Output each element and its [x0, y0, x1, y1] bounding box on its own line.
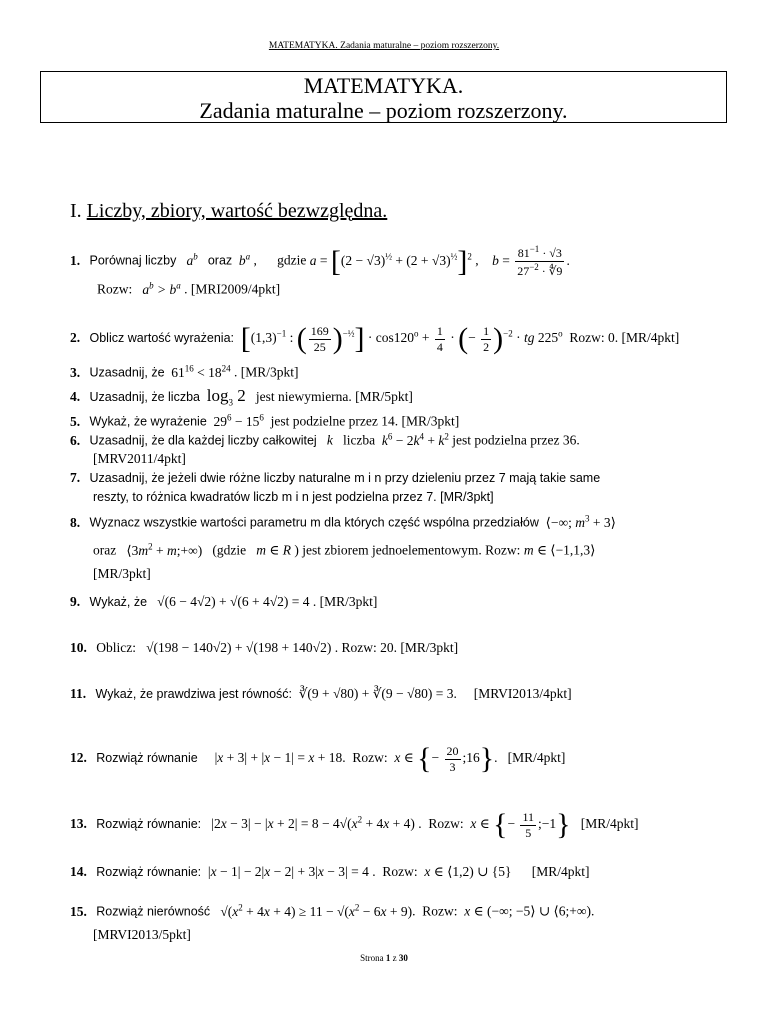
math: $k^6 - 2k^4 + k^2$	[381, 431, 449, 448]
answer-label: Rozw:	[97, 281, 133, 297]
math-answer: m ∈ ⟨−1,1,3⟩	[523, 542, 596, 558]
task-text: Wyznacz wszystkie wartości parametru m dla których część wspólna przedziałów	[89, 515, 539, 530]
math: $a^b$	[186, 251, 198, 268]
math: k	[326, 432, 333, 448]
task-15: 15. Rozwiąż nierówność $√(x^2 + 4x + 4) \ge 11 - √(x^2 - 6x + 9)$. Rozw: x ∈ (−∞; −5⟩ ∪ ⟨6;+∞).	[70, 902, 595, 919]
math: |x − 1| − 2|x − 2| + 3|x − 3| = 4	[207, 864, 369, 879]
task-number: 2.	[70, 330, 81, 346]
task-tag: . [MR/3pkt]	[312, 594, 378, 609]
task-6	[70, 431, 580, 449]
task-number: 1.	[70, 252, 81, 268]
task-text: Uzasadnij, że liczba	[89, 390, 200, 404]
task-number: 12.	[70, 750, 87, 766]
task-6-line2: [MRV2011/4pkt]	[93, 451, 186, 466]
answer-label: Rozw:	[382, 864, 418, 879]
task-text-mid: oraz	[207, 253, 233, 268]
task-text: oraz	[93, 542, 117, 558]
task-1: 1. Porównaj liczby $a^b$ oraz $b^a$ , gdzie $a = [(2 - √3)^{\frac{1}{2}} + (2 + √3)^{\frac{1}{2}}]^2$ , b = $\frac{81^{-1} \cdot √3}{27^{-2} \cdot ∜9}$ .	[70, 244, 570, 278]
task-number: 14.	[70, 864, 87, 879]
answer: Rozw: 0. [MR/4pkt]	[569, 330, 680, 346]
task-1-answer	[97, 280, 280, 298]
task-text: Porównaj liczby	[89, 253, 177, 268]
task-8-line2	[93, 541, 595, 559]
task-number: 15.	[70, 903, 87, 919]
task-13: 13. Rozwiąż równanie: $|2x - 3| - |x + 2| = 8 - 4√(x^2 + 4x + 4)$ . Rozw: x ∈ {− $\frac{11}{5}$ ;−1} [MR/4pkt]	[70, 808, 639, 841]
footer-prefix: Strona	[360, 953, 384, 963]
task-text: Uzasadnij, że jeżeli dwie różne liczby naturalne m i n przy dzieleniu przez 7 mają takie same	[89, 471, 601, 485]
task-text-where: gdzie	[277, 252, 307, 268]
math-answer: x ∈ {− $\frac{20}{3}$ ;16}.	[394, 742, 498, 775]
task-number: 7.	[70, 470, 81, 485]
task-number: 5.	[70, 413, 81, 429]
math: m ∈ R	[256, 542, 291, 558]
math-answer: x ∈ (−∞; −5⟩ ∪ ⟨6;+∞).	[464, 903, 595, 919]
task-number: 4.	[70, 389, 81, 404]
page-footer	[0, 953, 768, 963]
math: $61^{16} < 18^{24}$	[171, 363, 231, 380]
math: |x + 3| + |x − 1| = x + 18.	[214, 750, 346, 766]
answer-label: Rozw:	[422, 903, 458, 919]
task-7-line2: reszty, to różnica kwadratów liczb m i n jest podzielna przez 7. [MR/3pkt]	[93, 490, 494, 504]
task-3	[70, 363, 299, 381]
task-tag: [MR/4pkt]	[580, 816, 639, 832]
math-formula-a: $a = [(2 - √3)^{\frac{1}{2}} + (2 + √3)^{\frac{1}{2}}]^2$	[309, 244, 472, 278]
task-text: Rozwiąż równanie:	[96, 817, 202, 832]
task-text: Rozwiąż równanie	[96, 751, 198, 766]
task-text: Rozwiąż równanie:	[96, 865, 202, 879]
task-tag: [MR/4pkt]	[531, 864, 590, 879]
math-formula-b: b = $\frac{81^{-1} \cdot √3}{27^{-2} \cdot ∜9}$ .	[492, 244, 570, 278]
title-line-2: Zadania maturalne – poziom rozszerzony.	[199, 98, 568, 123]
math-interval-2: $⟨3m^2$ + m;+∞)	[126, 541, 203, 558]
math-answer: x ∈ {− $\frac{11}{5}$ ;−1}	[470, 808, 571, 841]
task-12	[70, 742, 565, 776]
title-box	[40, 71, 727, 123]
section-heading	[70, 200, 387, 223]
task-8-line3: [MR/3pkt]	[93, 566, 151, 581]
footer-mid: z	[392, 953, 397, 963]
math: $a^b > b^a$	[142, 280, 181, 297]
task-tag: [MRVI2013/4pkt]	[473, 686, 572, 701]
task-tag: jest niewymierna. [MR/5pkt]	[255, 389, 413, 404]
task-number: 8.	[70, 514, 81, 530]
task-number: 11.	[70, 686, 87, 701]
task-5	[70, 412, 459, 430]
footer-total: 30	[398, 953, 408, 963]
math: $\log_3 2$	[206, 386, 246, 408]
math-expression: [$(1,3)^{-1}$ : ( $\frac{169}{25}$ )$^{-\frac{1}{2}}] \cdot \cos 120^o$ + $\frac{1}{4}$ · (− $\frac{1}{2}$ )$^{-2}$ · tg 225$^o$	[240, 322, 563, 355]
task-8	[70, 513, 616, 531]
footer-page: 1	[385, 953, 391, 963]
math: ∛(9 + √80) + ∛(9 − √80) = 3.	[298, 686, 457, 701]
task-10	[70, 640, 458, 656]
task-text: Oblicz:	[96, 640, 136, 655]
answer-label: Rozw:	[352, 750, 388, 766]
task-9	[70, 594, 377, 610]
task-text: Oblicz wartość wyrażenia:	[89, 331, 234, 346]
math-answer: x ∈ ⟨1,2) ∪ {5}	[424, 864, 512, 879]
task-2	[70, 322, 679, 356]
task-tag: [MR/4pkt]	[507, 750, 566, 766]
task-text: Wykaż, że prawdziwa jest równość:	[95, 687, 292, 701]
task-number: 10.	[70, 640, 87, 655]
page-header: MATEMATYKA. Zadania maturalne – poziom rozszerzony.	[268, 41, 500, 51]
task-text: Wykaż, że	[89, 595, 148, 609]
task-tag: jest podzielne przez 14. [MR/3pkt]	[270, 413, 460, 429]
task-11	[70, 686, 572, 702]
task-number: 9.	[70, 594, 81, 609]
task-text: Rozwiąż nierówność	[96, 904, 211, 919]
task-number: 6.	[70, 432, 81, 448]
task-number: 13.	[70, 816, 87, 832]
task-text: (gdzie	[212, 542, 247, 558]
math-interval-1: ⟨−∞; $m^3$ + 3⟩	[545, 513, 616, 530]
math: $√(x^2 + 4x + 4) \ge 11 - √(x^2 - 6x + 9)$	[220, 902, 413, 919]
task-tag: . Rozw: 20. [MR/3pkt]	[334, 640, 459, 655]
answer-tag: . [MRI2009/4pkt]	[184, 281, 281, 297]
task-text-mid: liczba	[342, 432, 376, 448]
task-number: 3.	[70, 364, 81, 380]
task-text: Wykaż, że wyrażenie	[89, 414, 207, 429]
section-title: Liczby, zbiory, wartość bezwzględna.	[86, 200, 388, 222]
task-text: Uzasadnij, że dla każdej liczby całkowitej	[89, 433, 317, 448]
math: √(198 − 140√2) + √(198 + 140√2)	[146, 640, 332, 655]
task-7	[70, 470, 600, 486]
math: $b^a$	[238, 251, 251, 268]
task-tag: . [MR/3pkt]	[234, 364, 299, 380]
task-14: 14. Rozwiąż równanie: |x − 1| − 2|x − 2| + 3|x − 3| = 4 . Rozw: x ∈ ⟨1,2) ∪ {5} [MR/4pkt]	[70, 864, 590, 879]
task-text: Uzasadnij, że	[89, 365, 165, 380]
math: √(6 − 4√2) + √(6 + 4√2) = 4	[157, 594, 310, 609]
math: $29^6 - 15^6$	[213, 412, 264, 429]
task-tag: jest podzielna przez 36.	[452, 432, 580, 448]
math: $|2x - 3| - |x + 2| = 8 - 4√(x^2 + 4x + 4)$	[211, 814, 415, 832]
task-text: ) jest zbiorem jednoelementowym. Rozw:	[294, 542, 521, 558]
title-line-1: MATEMATYKA.	[303, 73, 464, 98]
task-15-line2: [MRVI2013/5pkt]	[93, 927, 191, 942]
answer-label: Rozw:	[428, 816, 464, 832]
task-4	[70, 386, 413, 407]
section-number: I.	[70, 200, 82, 222]
